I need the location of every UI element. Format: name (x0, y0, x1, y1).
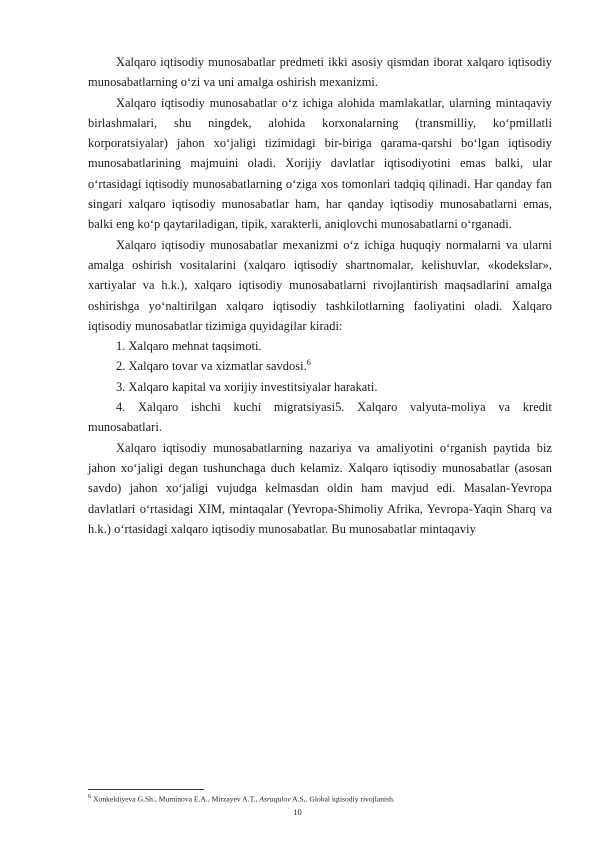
footnote (88, 793, 558, 804)
footnote-marker: 6 (306, 358, 311, 368)
list-item: 3. Xalqaro kapital va xorijiy investitsiyalar harakati. (116, 379, 378, 394)
footnote-divider (88, 789, 204, 790)
page-number: 10 (293, 807, 302, 817)
list-item: 1. Xalqaro mehnat taqsimoti. (116, 339, 262, 354)
footnote-italic-author: Asraqulov (259, 794, 291, 804)
list-item-with-footnote (88, 356, 552, 376)
list-item-text: 2. Xalqaro tovar va xizmatlar savdosi. (116, 359, 307, 374)
list-item: 4. Xalqaro ishchi kuchi migratsiyasi5. Xalqaro valyuta-moliya va kredit munosabatlari. (88, 400, 552, 435)
footnote-authors: Xonkeldiyeva G.Sh., Muminova E.A., Mirzayev A.T., (93, 794, 258, 804)
paragraph-world-economy: Xalqaro iqtisodiy munosabatlarning nazariya va amaliyotini o‘rganish paytida biz jahon xo‘jaligi degan tushunchaga duch kelamiz. Xalqaro iqtisodiy munosabatlar (asosan savdo) jahon xo‘jaligi vujudga kelmasdan oldin ham mavjud edi. Masalan-Yevropa davlatlari o‘rtasidagi XIM, mintaqalar (Yevropa-Shimoliy Afrika, Yevropa-Yaqin Sharq va h.k.) o‘rtasidagi xalqaro iqtisodiy munosabatlar. Bu munosabatlar mintaqaviy (88, 440, 552, 536)
footnote-title: A.S,. Global iqtisodiy rivojlanish. (292, 794, 395, 804)
main-text (88, 52, 552, 539)
paragraph-description: Xalqaro iqtisodiy munosabatlar o‘z ichiga alohida mamlakatlar, ularning mintaqaviy birlashmalari, shu ningdek, alohida korxonalarning (transmilliy, ko‘pmillatli korporatsiyalar) jahon xo‘jaligi tizimidagi bir-biriga qarama-qarshi bo‘lgan iqtisodiy munosabatlarining majmuini oladi. Xorijiy davlatlar iqtisodiyotini emas balki, ular o‘rtasidagi iqtisodiy munosabatlarning o‘ziga xos tomonlari tadqiq qilinadi. Har qanday fan singari xalqaro iqtisodiy munosabatlar ham, har qanday iqtisodiy munosabatlarni emas, balki eng ko‘p qaytariladigan, tipik, xarakterli, aniqlovchi munosabatlarni o‘rganadi. (88, 95, 552, 232)
paragraph-mechanism: Xalqaro iqtisodiy munosabatlar mexanizmi o‘z ichiga huquqiy normalarni va ularni amalga oshirish vositalarini (xalqaro iqtisodiy shartnomalar, kelishuvlar, «kodekslar», xartiyalar va h.k.), xalqaro iqtisodiy munosabatlarni rivojlantirish maqsadlarini amalga oshirishga yo‘naltirilgan xalqaro iqtisodiy tashkilotlarning faoliyatini oladi. Xalqaro iqtisodiy munosabatlar tizimiga quyidagilar kiradi: (88, 237, 552, 333)
paragraph-subject: Xalqaro iqtisodiy munosabatlar predmeti ikki asosiy qismdan iborat xalqaro iqtisodiy munosabatlarning o‘zi va uni amalga oshirish mexanizmi. (88, 55, 552, 90)
footnote-number: 6 (88, 793, 92, 800)
